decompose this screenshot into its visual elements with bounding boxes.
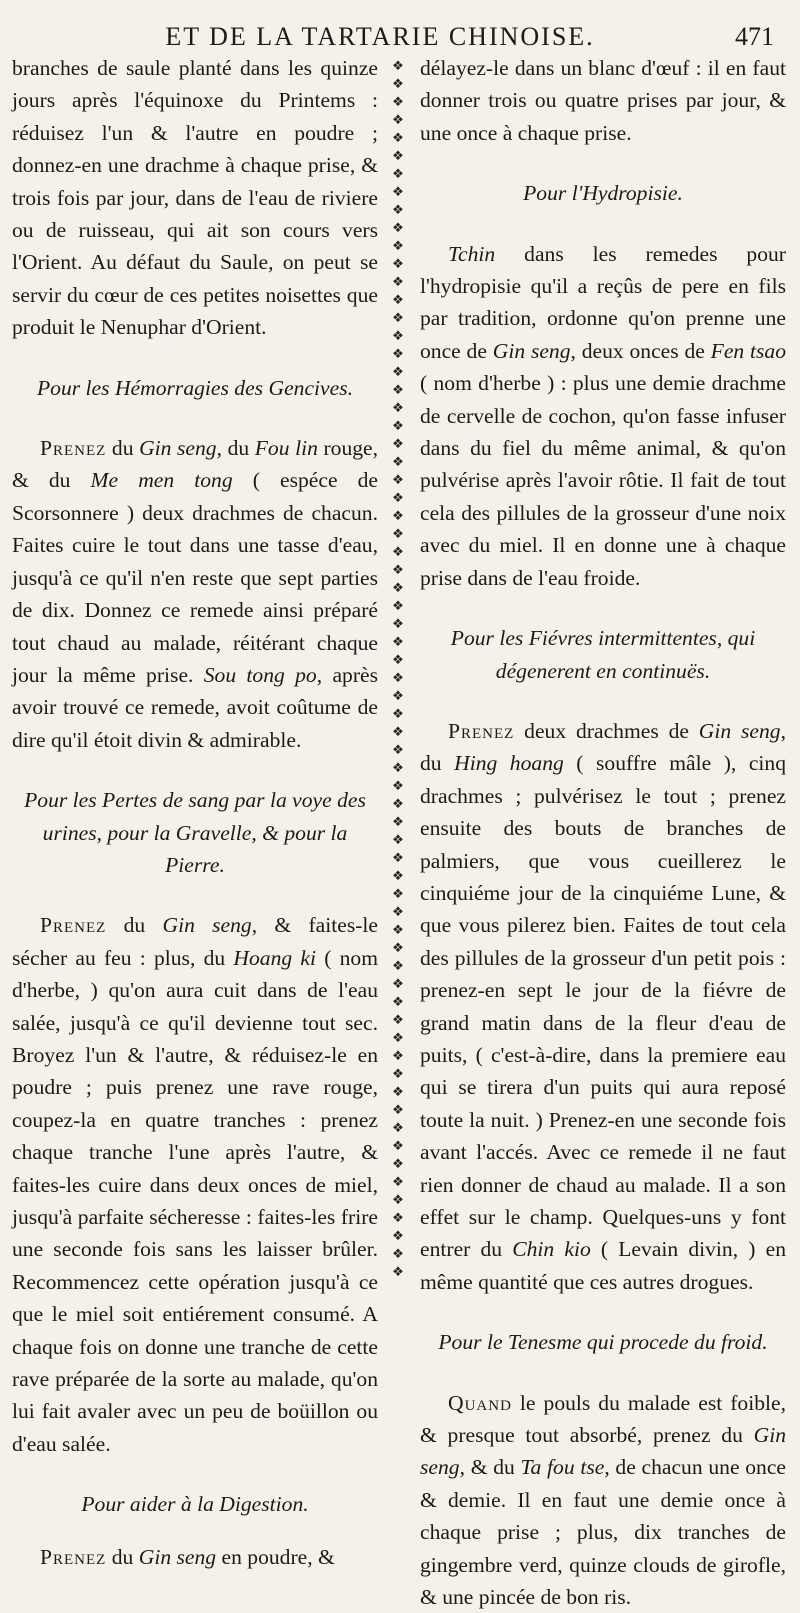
- italic-term: Gin seng: [698, 718, 781, 743]
- ornament-glyph: ❖: [392, 113, 404, 128]
- ornament-glyph: ❖: [392, 437, 404, 452]
- ornament-glyph: ❖: [392, 221, 404, 236]
- paragraph-oeuf: délayez-le dans un blanc d'œuf : il en faut donner trois ou quatre prises par jour, & une once à chaque prise.: [420, 56, 786, 145]
- running-title: ET DE LA TARTARIE CHINOISE.: [165, 22, 595, 51]
- ornament-glyph: ❖: [392, 779, 404, 794]
- ornament-glyph: ❖: [392, 1247, 404, 1262]
- ornament-glyph: ❖: [392, 545, 404, 560]
- ornament-glyph: ❖: [392, 1229, 404, 1244]
- ornament-glyph: ❖: [392, 797, 404, 812]
- ornament-glyph: ❖: [392, 1067, 404, 1082]
- text-run: ( nom d'herbe ) : plus une demie drachme de cervelle de cochon, qu'on fasse infuser dans du fiel du même animal, & qu'on pulvérise après l'avoir rôtie. Il fait de tout cela des pillules de la grosseur d'une noix avec du miel. Il en donne une à chaque prise dans de l'eau froide.: [420, 371, 786, 590]
- heading-gencives: Pour les Hémorragies des Gencives.: [36, 375, 354, 400]
- italic-term: Gin seng: [138, 1544, 217, 1569]
- ornament-glyph: ❖: [392, 131, 404, 146]
- ornament-glyph: ❖: [392, 1265, 404, 1280]
- text-run: ( souffre mâle ), cinq drachmes ; pulvérisez le tout ; prenez ensuite des bouts de branches de palmiers, que vous cueillerez le cinquiéme jour de la cinquiéme Lune, & que vous pilerez bien. Faites de tout cela des pillules de la grosseur d'un petit pois : prenez-en sept le jour de la fiévre de grand matin dans de la fleur d'eau de puits, ( c'est-à-dire, dans la premiere eau qui se tirera d'un puits qui aura reposé toute la nuit. ) Prenez-en une seconde fois avant l'accés. Avec ce remede il ne faut rien donner de chaud au malade. Il a son effet sur le champ. Quelques-uns y font entrer du: [420, 751, 786, 1262]
- heading-digestion: Pour aider à la Digestion.: [81, 1492, 309, 1517]
- ornament-glyph: ❖: [392, 329, 404, 344]
- paragraph-digestion: [12, 1541, 378, 1573]
- italic-term: Chin kio: [512, 1237, 591, 1262]
- page-number: 471: [735, 22, 774, 51]
- ornament-glyph: ❖: [392, 167, 404, 182]
- ornament-glyph: ❖: [392, 743, 404, 758]
- heading-tenesme: Pour le Tenesme qui procede du froid.: [438, 1330, 768, 1355]
- ornament-glyph: ❖: [392, 239, 404, 254]
- ornament-glyph: ❖: [392, 563, 404, 578]
- ornament-glyph: ❖: [392, 599, 404, 614]
- paragraph-tenesme: [420, 1387, 786, 1613]
- ornament-glyph: ❖: [392, 455, 404, 470]
- ornament-glyph: ❖: [392, 959, 404, 974]
- italic-term: Gin seng: [420, 1423, 786, 1480]
- ornament-glyph: ❖: [392, 869, 404, 884]
- text-run: deux drachmes de: [514, 718, 699, 743]
- italic-term: Hing hoang: [454, 751, 564, 776]
- lead-word: Prenez: [448, 718, 515, 743]
- text-run: ( Levain divin, ) en même quantité que ces autres drogues.: [420, 1237, 786, 1294]
- lead-word: Quand: [448, 1390, 512, 1415]
- ornament-glyph: ❖: [392, 401, 404, 416]
- ornament-glyph: ❖: [392, 473, 404, 488]
- lead-word: Prenez: [40, 1544, 107, 1569]
- ornament-glyph: ❖: [392, 977, 404, 992]
- italic-term: Fen tsao: [710, 338, 787, 363]
- ornament-glyph: ❖: [392, 923, 404, 938]
- ornament-glyph: ❖: [392, 617, 404, 632]
- ornament-glyph: ❖: [392, 689, 404, 704]
- left-column: [12, 52, 378, 1573]
- ornament-glyph: ❖: [392, 365, 404, 380]
- ornament-glyph: ❖: [392, 707, 404, 722]
- italic-term: Ta fou tse: [520, 1455, 605, 1480]
- lead-word: Prenez: [40, 436, 107, 461]
- ornament-glyph: ❖: [392, 419, 404, 434]
- ornament-glyph: ❖: [392, 1049, 404, 1064]
- text-run: , & du: [459, 1455, 521, 1480]
- ornament-glyph: ❖: [392, 527, 404, 542]
- ornament-glyph: ❖: [392, 203, 404, 218]
- ornament-glyph: ❖: [392, 653, 404, 668]
- ornament-glyph: ❖: [392, 257, 404, 272]
- ornament-glyph: ❖: [392, 761, 404, 776]
- text-run: , du: [216, 436, 255, 461]
- text-run: du: [106, 1544, 139, 1569]
- italic-term: Sou tong po: [203, 662, 317, 687]
- text-run: en poudre, &: [216, 1544, 335, 1569]
- ornament-glyph: ❖: [392, 1139, 404, 1154]
- text-run: ( nom d'herbe, ) qu'on aura cuit dans de l'eau salée, jusqu'à ce qu'il devienne tout sec. Broyez l'un & l'autre, & réduisez-le en poudre ; puis prenez une rave rouge, coupez-la en quatre tranches : prenez chaque tranche l'une après l'autre, & faites-les cuire dans deux onces de miel, jusqu'à parfaite sécheresse : faites-les frire une seconde fois sans les laisser brûler. Recommencez cette opération jusqu'à ce que le miel soit entiérement consumé. A chaque fois on donne une tranche de cette rave préparée de la sorte au malade, qu'on lui fait avaler avec un peu de boüillon ou d'eau salée.: [12, 945, 378, 1456]
- ornament-glyph: ❖: [392, 1031, 404, 1046]
- ornament-glyph: ❖: [392, 995, 404, 1010]
- ornament-glyph: ❖: [392, 905, 404, 920]
- ornament-glyph: ❖: [392, 149, 404, 164]
- text-run: ( espéce de Scorsonnere ) deux drachmes de chacun. Faites cuire le tout dans une tasse d'eau, jusqu'à ce qu'il n'en reste que sept parties de dix. Donnez ce remede ainsi préparé tout chaud au malade, réitérant chaque jour la même prise.: [12, 468, 378, 687]
- italic-term: Tchin: [448, 241, 496, 266]
- text-run: , après avoir trouvé ce remede, avoit coûtume de dire qu'il étoit divin & admirable.: [12, 662, 378, 752]
- ornament-glyph: ❖: [392, 1211, 404, 1226]
- ornament-glyph: ❖: [392, 1085, 404, 1100]
- heading-pertes: Pour les Pertes de sang par la voye des urines, pour la Gravelle, & pour la Pierre.: [24, 788, 366, 877]
- text-run: du: [106, 913, 163, 938]
- text-run: rouge, & du: [12, 436, 379, 493]
- paragraph-hydropisie: [420, 238, 786, 594]
- italic-term: Gin seng: [139, 436, 217, 461]
- ornament-glyph: ❖: [392, 1193, 404, 1208]
- ornament-glyph: ❖: [392, 509, 404, 524]
- ornament-glyph: ❖: [392, 59, 404, 74]
- ornament-glyph: ❖: [392, 833, 404, 848]
- heading-hydropisie: Pour l'Hydropisie.: [523, 181, 683, 206]
- text-run: , du: [420, 718, 786, 776]
- ornament-glyph: ❖: [392, 941, 404, 956]
- ornament-glyph: ❖: [392, 887, 404, 902]
- paragraph-pertes: [12, 909, 378, 1460]
- italic-term: Me men tong: [90, 468, 233, 493]
- text-run: le pouls du malade est foible, & presque tout absorbé, prenez du: [420, 1390, 786, 1448]
- ornamental-column-divider: [386, 58, 410, 1283]
- text-run: , & faites-le sécher au feu : plus, du: [12, 913, 379, 970]
- ornament-glyph: ❖: [392, 95, 404, 110]
- paragraph-fievres: [420, 715, 786, 1298]
- text-run: , deux onces de: [570, 338, 711, 363]
- paragraph-gencives: [12, 432, 378, 756]
- right-column: [420, 52, 786, 1613]
- italic-term: Gin seng: [492, 338, 571, 363]
- ornament-glyph: ❖: [392, 815, 404, 830]
- italic-term: Hoang ki: [233, 945, 316, 970]
- ornament-glyph: ❖: [392, 725, 404, 740]
- ornament-glyph: ❖: [392, 293, 404, 308]
- italic-term: Gin seng: [162, 913, 252, 938]
- ornament-glyph: ❖: [392, 1157, 404, 1172]
- ornament-glyph: ❖: [392, 1013, 404, 1028]
- ornament-glyph: ❖: [392, 275, 404, 290]
- ornament-glyph: ❖: [392, 383, 404, 398]
- ornament-glyph: ❖: [392, 311, 404, 326]
- ornament-glyph: ❖: [392, 851, 404, 866]
- text-run: dans les remedes pour l'hydropisie qu'il a reçûs de pere en fils par tradition, ordonne qu'on prenne une once de: [420, 241, 786, 363]
- ornament-glyph: ❖: [392, 581, 404, 596]
- ornament-glyph: ❖: [392, 185, 404, 200]
- italic-term: Fou lin: [254, 436, 318, 461]
- lead-word: Prenez: [40, 913, 107, 938]
- ornament-glyph: ❖: [392, 635, 404, 650]
- ornament-glyph: ❖: [392, 1121, 404, 1136]
- text-run: , de chacun une once & demie. Il en faut une demie once à chaque prise ; plus, dix tranches de gingembre verd, quinze clouds de girofle, & une pincée de bon ris.: [420, 1455, 786, 1610]
- paragraph-saule: branches de saule planté dans les quinze jours après l'équinoxe du Printems : réduisez l'un & l'autre en poudre ; donnez-en une drachme à chaque prise, & trois fois par jour, dans de l'eau de riviere ou de ruisseau, qui ait son cours vers l'Orient. Au défaut du Saule, on peut se servir du cœur de ces petites noisettes que produit le Nenuphar d'Orient.: [12, 56, 378, 340]
- ornament-glyph: ❖: [392, 1103, 404, 1118]
- ornament-glyph: ❖: [392, 77, 404, 92]
- text-run: du: [106, 436, 140, 461]
- ornament-glyph: ❖: [392, 671, 404, 686]
- ornament-glyph: ❖: [392, 347, 404, 362]
- ornament-glyph: ❖: [392, 1175, 404, 1190]
- ornament-glyph: ❖: [392, 491, 404, 506]
- heading-fievres: Pour les Fiévres intermittentes, qui dégenerent en continuës.: [450, 626, 756, 683]
